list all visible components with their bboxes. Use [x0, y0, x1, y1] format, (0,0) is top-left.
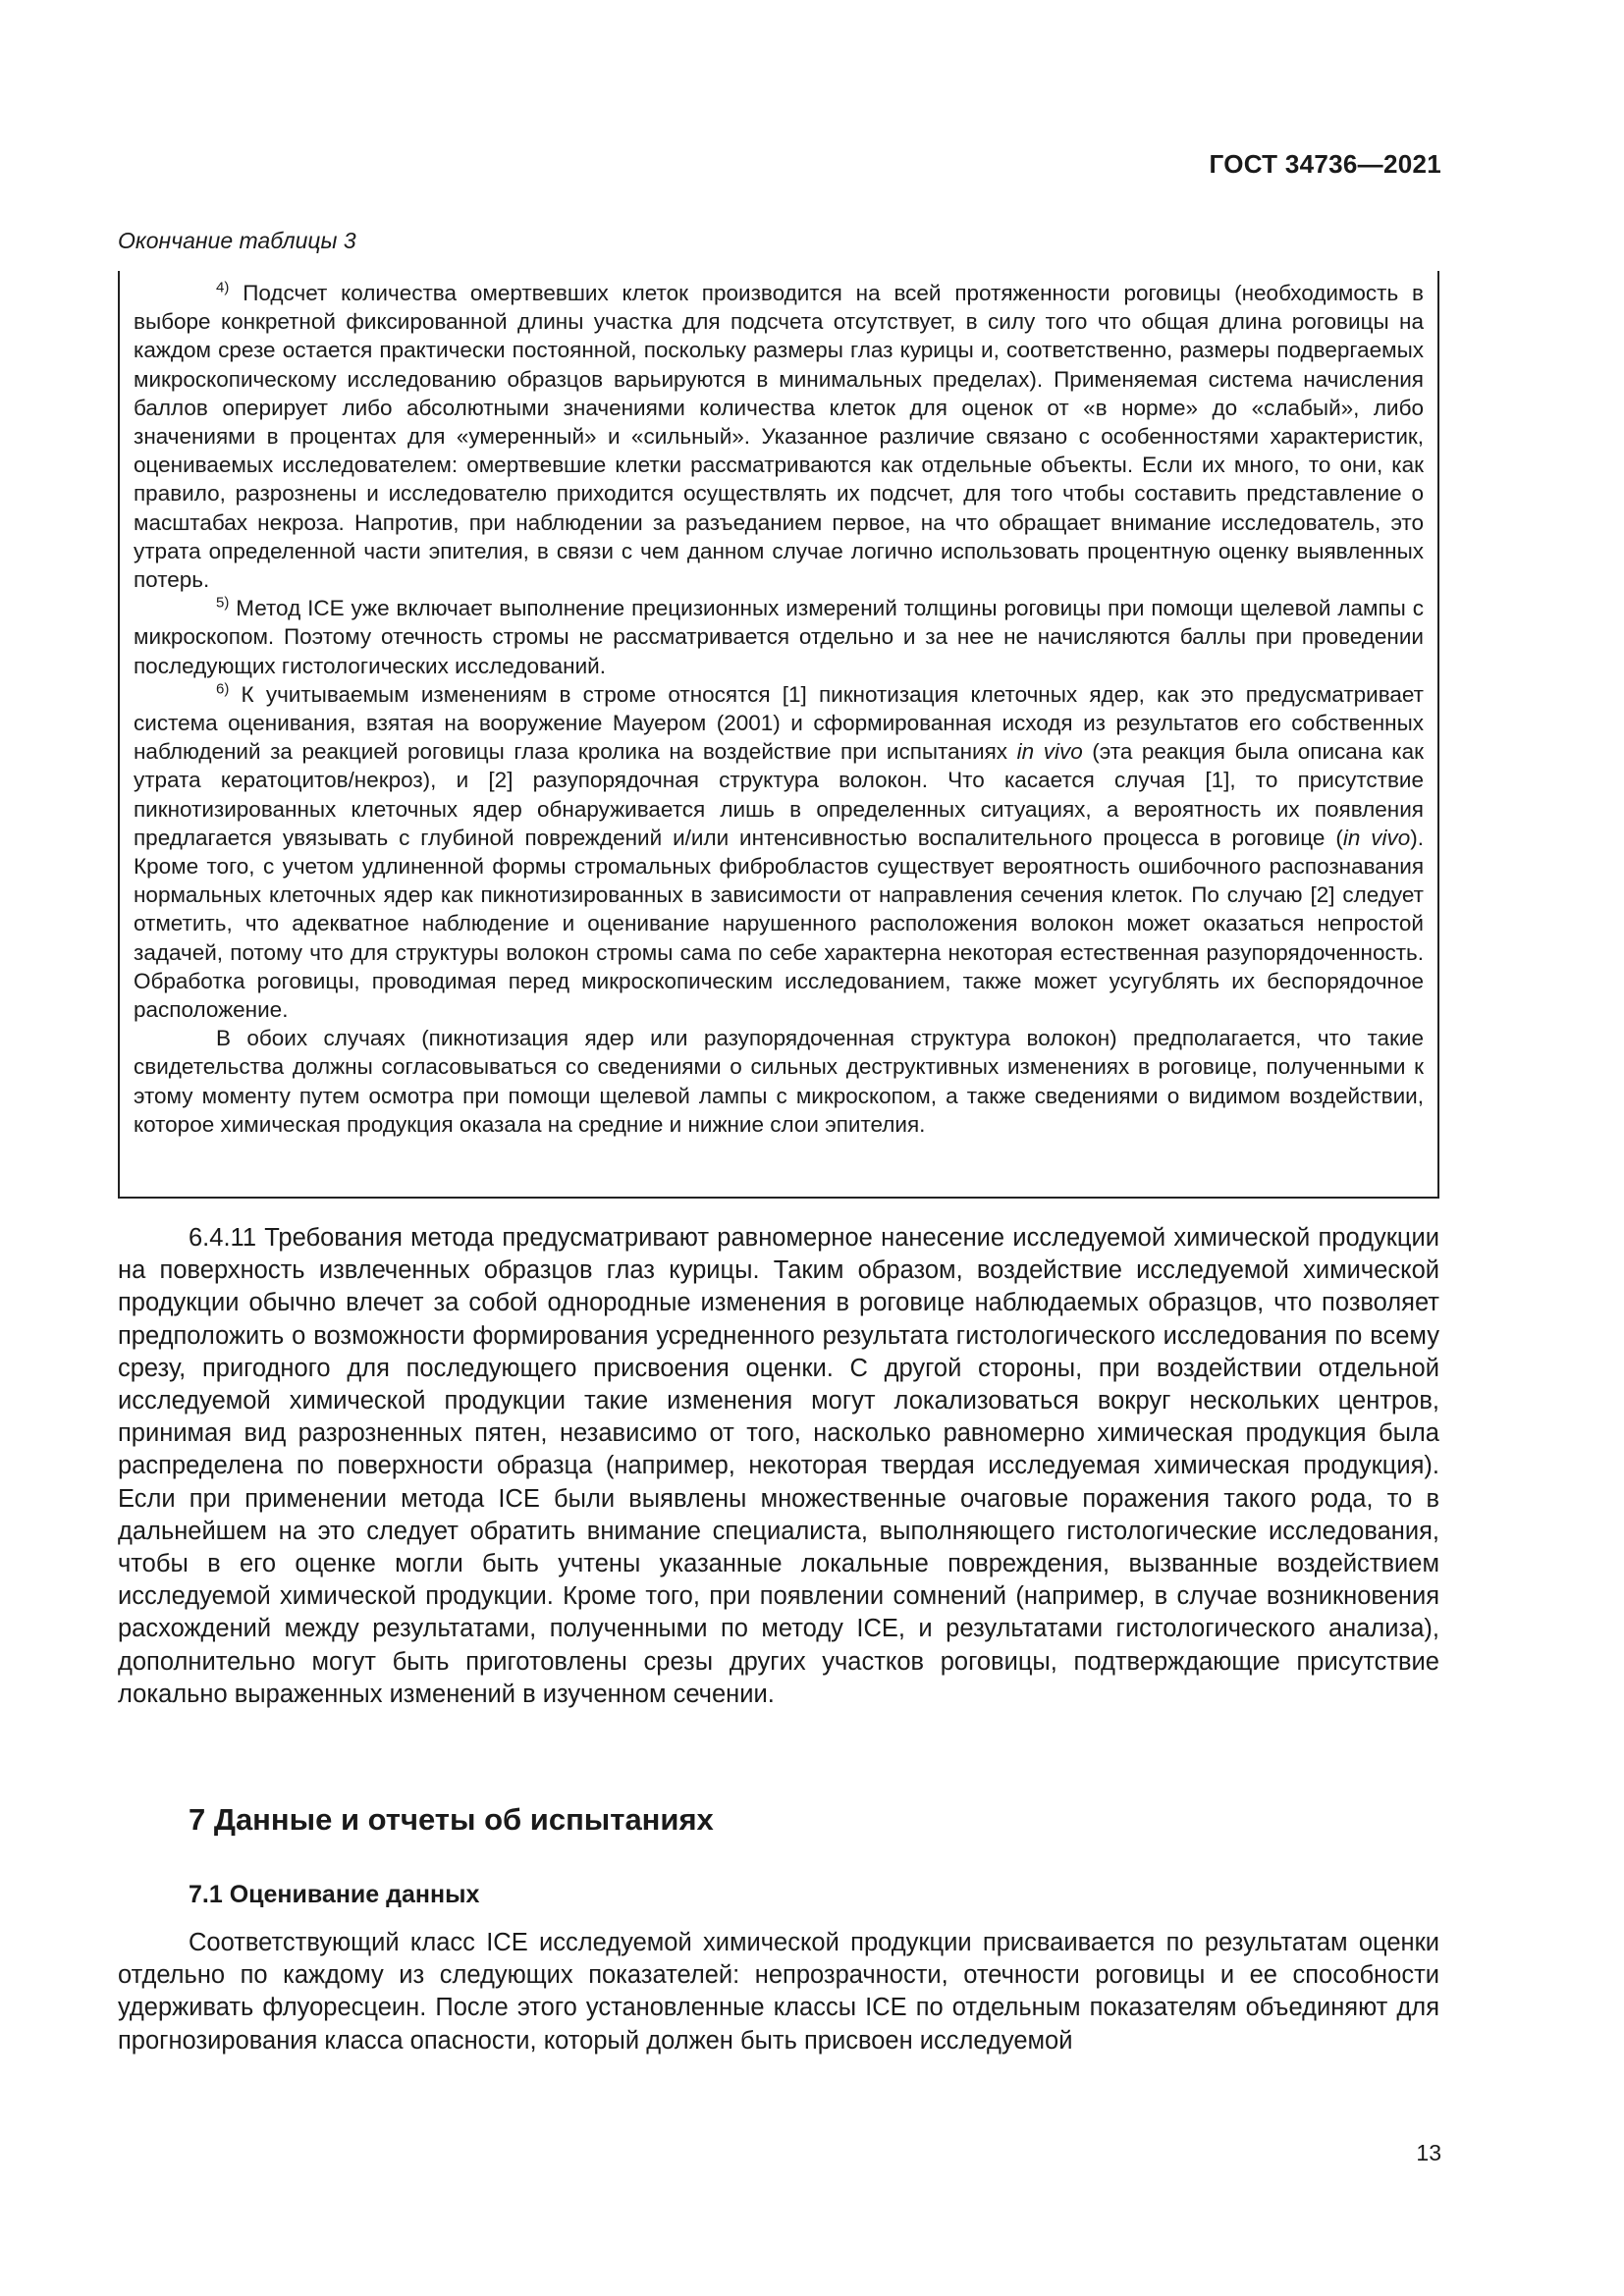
footnote-mark: 4) [216, 279, 230, 296]
footnote-mark: 5) [216, 594, 230, 612]
footnote-text: В обоих случаях (пикнотизация ядер или разупорядоченная структура волокон) предполагается, что такие свидетельства должны согласовываться со сведениями о сильных деструктивных изменениях в роговице, полученными к этому моменту путем осмотра при помощи щелевой лампы с микроскопом, а также сведениями о видимом воздействии, которое химическая продукция оказала на средние и нижние слои эпителия. [134, 1026, 1424, 1137]
footnote-text: Подсчет количества омертвевших клеток производится на всей протяженности роговицы (необходимость в выборе конкретной фиксированной длины участка для подсчета отсутствует, в силу того что общая длина роговицы на каждом срезе остается практически постоянной, поскольку размеры глаз курицы и, соответственно, размеры подвергаемых микроскопическому исследованию образцов варьируются в минимальных пределах). Применяемая система начисления баллов оперирует либо абсолютными значениями количества клеток для оценок от «в норме» до «слабый», либо значениями в процентах для «умеренный» и «сильный». Указанное различие связано с особенностями характеристик, оцениваемых исследователем: омертвевшие клетки рассматриваются как отдельные объекты. Если их много, то они, как правило, разрознены и исследователю приходится осуществлять их подсчет, для того чтобы составить представление о масштабах некроза. Напротив, при наблюдении за разъеданием первое, на что обращает внимание исследователь, это утрата определенной части эпителия, в связи с чем данном случае логично использовать процентную оценку выявленных потерь. [134, 281, 1424, 593]
clause-6-4-11 [118, 1222, 1439, 1711]
footnote-4 [134, 279, 1424, 594]
table-footnotes-box [118, 271, 1439, 1199]
footnote-text: (эта реакция была описана как утрата кератоцитов/некроз), и [2] разупорядочная структура волокон. Что касается случая [1], то присутствие пикнотизированных клеточных ядер обнаруживается лишь в определенных ситуациях, а вероятность их появления предлагается увязывать с глубиной повреждений и/или интенсивностью воспалительного процесса в роговице ( [134, 739, 1424, 850]
document-code-header: ГОСТ 34736—2021 [1209, 149, 1441, 179]
footnote-italic-term: in vivo [1342, 825, 1411, 850]
footnote-6-continuation [134, 1024, 1424, 1139]
footnote-text: Метод ICE уже включает выполнение прецизионных измерений толщины роговицы при помощи щелевой лампы с микроскопом. Поэтому отечность стромы не рассматривается отдельно и за нее не начисляются баллы при проведении последующих гистологических исследований. [134, 596, 1424, 678]
footnote-5 [134, 594, 1424, 680]
clause-6-4-11-text: 6.4.11 Требования метода предусматривают равномерное нанесение исследуемой химической продукции на поверхность извлеченных образцов глаз курицы. Таким образом, воздействие исследуемой химической продукции обычно влечет за собой однородные изменения в роговице наблюдаемых образцов, что позволяет предположить о возможности формирования усредненного результата гистологического исследования по всему срезу, пригодного для последующего присвоения оценки. С другой стороны, при воздействии отдельной исследуемой химической продукции такие изменения могут локализоваться вокруг нескольких центров, принимая вид разрозненных пятен, независимо от того, насколько равномерно химическая продукция была распределена по поверхности образца (например, некоторая твердая исследуемая химическая продукция). Если при применении метода ICE были выявлены множественные очаговые поражения такого рода, то в дальнейшем на это следует обратить внимание специалиста, выполняющего гистологические исследования, чтобы в его оценке могли быть учтены указанные локальные повреждения, вызванные воздействием исследуемой химической продукции. Кроме того, при появлении сомнений (например, в случае возникновения расхождений между результатами, полученными по методу ICE, и результатами гистологического анализа), дополнительно могут быть приготовлены срезы других участков роговицы, подтверждающие присутствие локально выраженных изменений в изученном сечении. [118, 1224, 1439, 1708]
clause-7-1-text: Соответствующий класс ICE исследуемой химической продукции присваивается по результатам оценки отдельно по каждому из следующих показателей: непрозрачности, отечности роговицы и ее способности удерживать флуоресцеин. После этого установленные классы ICE по отдельным показателям объединяют для прогнозирования класса опасности, который должен быть присвоен исследуемой [118, 1929, 1439, 2055]
page-number: 13 [1416, 2140, 1441, 2165]
table-continuation-caption: Окончание таблицы 3 [118, 228, 356, 253]
footnote-italic-term: in vivo [1016, 739, 1083, 765]
footnote-6 [134, 680, 1424, 1024]
footnote-mark: 6) [216, 680, 230, 698]
section-7-heading: 7 Данные и отчеты об испытаниях [189, 1802, 714, 1837]
footnote-text: ). Кроме того, с учетом удлиненной формы стромальных фибробластов существует вероятность ошибочного распознавания нормальных клеточных ядер как пикнотизированных в зависимости от направления сечения клеток. По случаю [2] следует отметить, что адекватное наблюдение и оценивание нарушенного расположения волокон может оказаться непростой задачей, потому что для структуры волокон стромы сама по себе характерна некоторая естественная разупорядоченность. Обработка роговицы, проводимая перед микроскопическим исследованием, также может усугублять их беспорядочное расположение. [134, 825, 1425, 1023]
clause-7-1 [118, 1927, 1439, 2057]
section-7-1-heading: 7.1 Оценивание данных [189, 1881, 480, 1908]
footnote-text: К учитываемым изменениям в строме относятся [1] пикнотизация клеточных ядер, как это предусматривает система оценивания, взятая на вооружение Мауером (2001) и сформированная исходя из результатов его собственных наблюдений за реакцией роговицы глаза кролика на воздействие при испытаниях [134, 681, 1424, 765]
